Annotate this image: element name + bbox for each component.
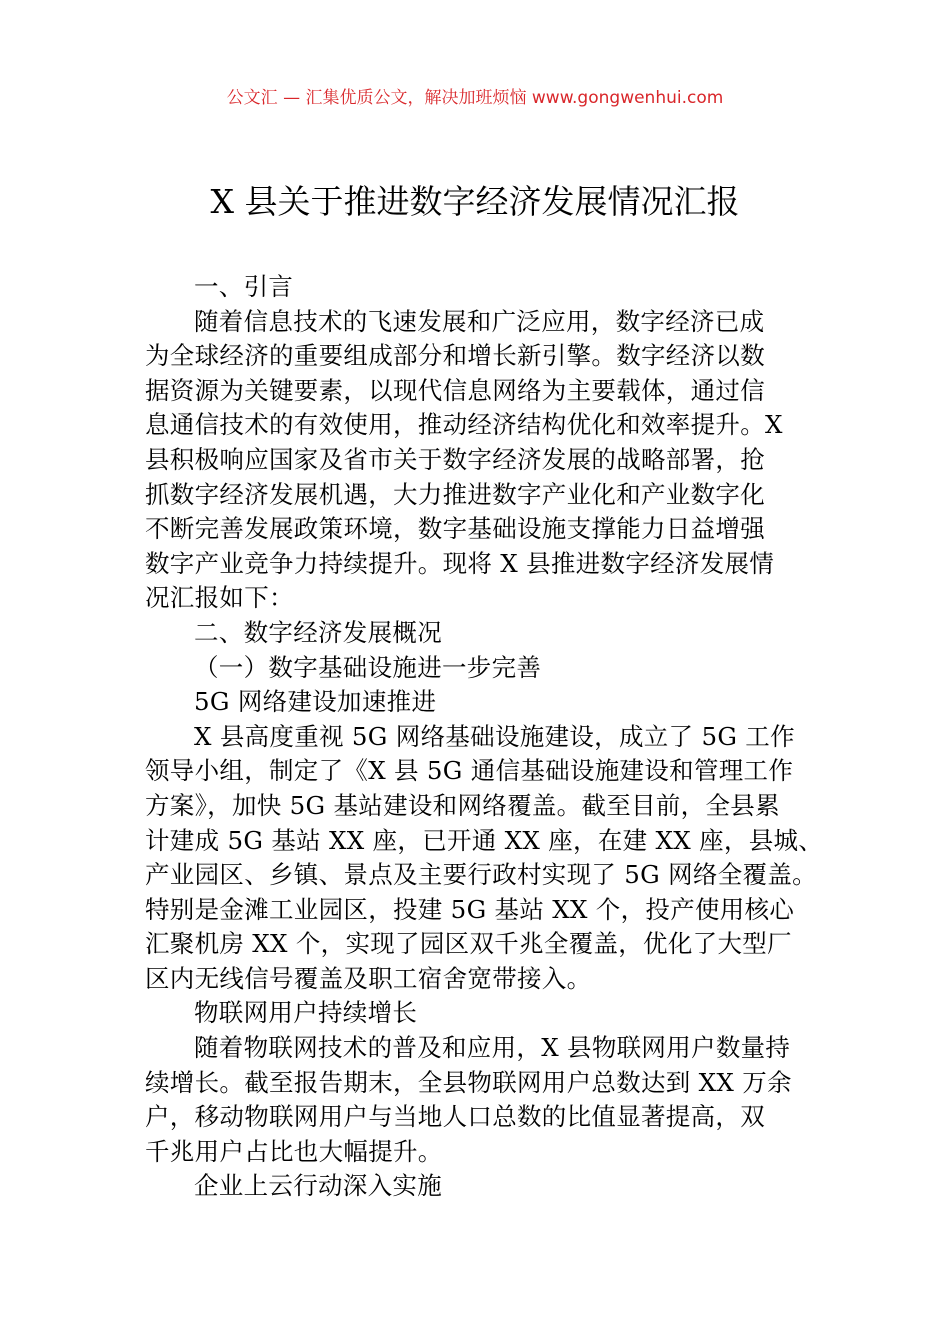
paragraph-line: 物联网用户持续增长 bbox=[194, 998, 418, 1028]
document-body bbox=[145, 270, 824, 1204]
paragraph-line: 据资源为关键要素，以现代信息网络为主要载体，通过信 bbox=[145, 375, 765, 405]
paragraph-line: 二、数字经济发展概况 bbox=[194, 617, 442, 647]
paragraph-line: 户，移动物联网用户与当地人口总数的比值显著提高，双 bbox=[145, 1102, 765, 1132]
paragraph-line: 一、引言 bbox=[194, 272, 294, 301]
paragraph-line: 抓数字经济发展机遇，大力推进数字产业化和产业数字化 bbox=[145, 479, 765, 509]
paragraph-line: 随着信息技术的飞速发展和广泛应用，数字经济已成 bbox=[194, 306, 765, 336]
paragraph-line: X 县高度重视 5G 网络基础设施建设，成立了 5G 工作 bbox=[194, 721, 795, 751]
paragraph-line: 特别是金滩工业园区，投建 5G 基站 XX 个，投产使用核心 bbox=[145, 894, 795, 924]
paragraph-line: 千兆用户占比也大幅提升。 bbox=[145, 1136, 443, 1166]
paragraph-line: 为全球经济的重要组成部分和增长新引擎。数字经济以数 bbox=[145, 341, 765, 371]
paragraph-line: （一）数字基础设施进一步完善 bbox=[194, 652, 542, 682]
site-banner: 公文汇 — 汇集优质公文，解决加班烦恼 www.gongwenhui.com bbox=[226, 88, 724, 108]
paragraph-line: 数字产业竞争力持续提升。现将 X 县推进数字经济发展情 bbox=[145, 548, 775, 578]
paragraph-line: 续增长。截至报告期末，全县物联网用户总数达到 XX 万余 bbox=[145, 1067, 792, 1097]
paragraph-line: 县积极响应国家及省市关于数字经济发展的战略部署，抢 bbox=[145, 444, 765, 474]
paragraph-line: 领导小组，制定了《X 县 5G 通信基础设施建设和管理工作 bbox=[145, 756, 794, 786]
paragraph-line: 随着物联网技术的普及和应用，X 县物联网用户数量持 bbox=[194, 1033, 791, 1063]
document-title: X 县关于推进数字经济发展情况汇报 bbox=[210, 182, 740, 221]
paragraph-line: 息通信技术的有效使用，推动经济结构优化和效率提升。X bbox=[145, 410, 783, 440]
paragraph-line: 产业园区、乡镇、景点及主要行政村实现了 5G 网络全覆盖。 bbox=[145, 860, 817, 890]
paragraph-line: 汇聚机房 XX 个，实现了园区双千兆全覆盖，优化了大型厂 bbox=[145, 929, 792, 959]
paragraph-line: 5G 网络建设加速推进 bbox=[194, 687, 437, 717]
paragraph-line: 不断完善发展政策环境，数字基础设施支撑能力日益增强 bbox=[145, 514, 765, 544]
paragraph-line: 方案》，加快 5G 基站建设和网络覆盖。截至目前，全县累 bbox=[145, 790, 780, 820]
paragraph-line: 计建成 5G 基站 XX 座，已开通 XX 座，在建 XX 座，县城、 bbox=[145, 825, 824, 855]
paragraph-line: 企业上云行动深入实施 bbox=[194, 1171, 442, 1201]
paragraph-line: 区内无线信号覆盖及职工宿舍宽带接入。 bbox=[145, 963, 592, 993]
paragraph-line: 况汇报如下： bbox=[145, 583, 294, 613]
